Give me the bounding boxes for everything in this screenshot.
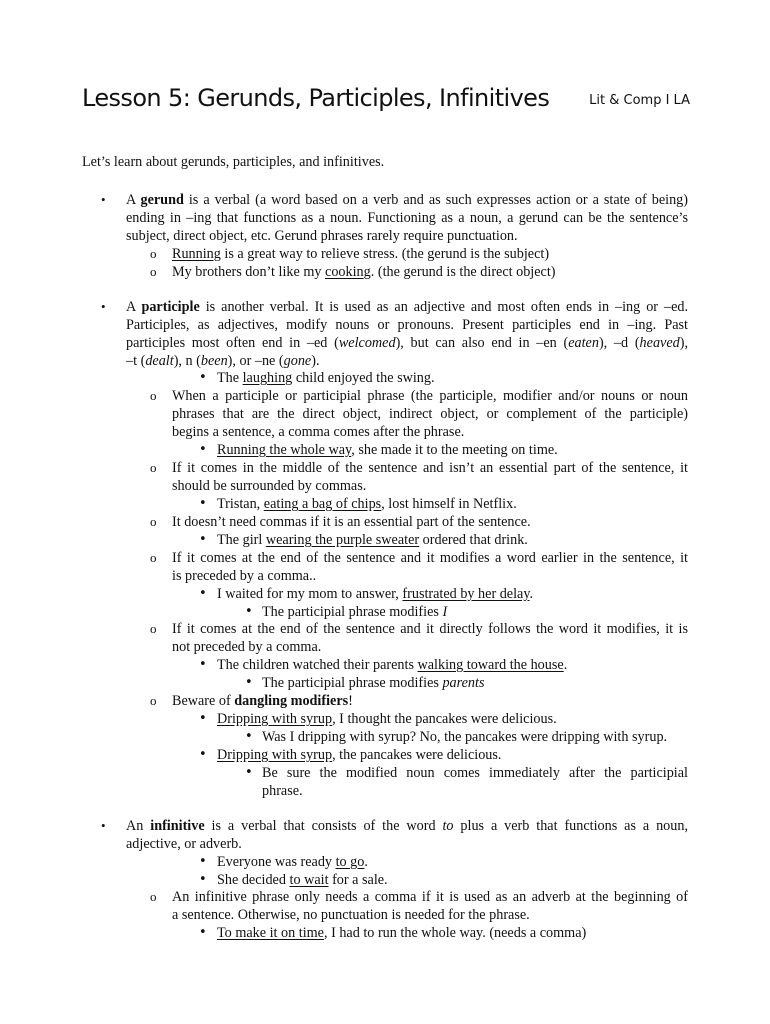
italic-word: been — [200, 353, 228, 369]
text: not preceded by a comma. — [172, 639, 322, 655]
text: A — [126, 299, 142, 315]
underlined-gerund: cooking — [325, 264, 371, 280]
dangling-example-2-note — [262, 764, 688, 800]
text: If it comes at the end of the sentence and it modifies a word earlier in the sentence, it — [172, 550, 688, 566]
text: adjective, or adverb. — [126, 836, 242, 852]
underlined-infinitive: to wait — [289, 872, 329, 888]
italic-word: eaten — [568, 335, 599, 351]
text: Be sure the modified noun comes immediately after the participial — [262, 765, 688, 781]
text: She decided — [217, 872, 290, 888]
bullet-marker: • — [199, 854, 207, 869]
text: is another verbal. It is used as an adjective and most often ends in –ing or –ed. — [199, 299, 689, 315]
underlined-phrase: To make it on time — [217, 925, 324, 941]
bullet-marker: • — [245, 675, 253, 690]
dangling-example-1-note: Was I dripping with syrup? No, the pancakes were dripping with syrup. — [262, 729, 668, 745]
course-label: Lit & Comp I LA — [589, 93, 690, 108]
text: I waited for my mom to answer, — [217, 586, 403, 602]
bullet-marker: • — [199, 586, 207, 601]
document-header — [82, 84, 690, 124]
text: plus a verb that functions as a noun, — [453, 818, 688, 834]
text: for a sale. — [328, 872, 388, 888]
text: An infinitive phrase only needs a comma if it is used as an adverb at the beginning of — [172, 889, 688, 905]
participle-rule-2-example — [217, 495, 517, 513]
participle-rule-5-example — [217, 656, 567, 674]
text: , lost himself in Netflix. — [381, 496, 517, 512]
participle-rule-5 — [172, 620, 688, 656]
text: ending in –ing that functions as a noun. Functioning as a noun, a gerund can be the sentence’s — [126, 210, 688, 226]
text: The girl — [217, 532, 266, 548]
text: Everyone was ready — [217, 854, 336, 870]
infinitive-rule-1-example — [217, 924, 586, 942]
italic-word: I — [442, 604, 448, 620]
gerund-example-2 — [172, 263, 556, 281]
bullet-marker: • — [245, 604, 253, 619]
underlined-participle: laughing — [242, 370, 293, 386]
page-title: Lesson 5: Gerunds, Participles, Infinitives — [82, 84, 550, 112]
participle-rule-1-example — [217, 441, 558, 459]
underlined-infinitive: to go — [335, 854, 365, 870]
underlined-phrase: Running the whole way — [217, 442, 352, 458]
text: ), –d ( — [598, 335, 640, 351]
italic-word: welcomed — [338, 335, 396, 351]
text: . — [529, 586, 534, 602]
text: ), but can also end in –en ( — [395, 335, 569, 351]
underlined-gerund: Running — [172, 246, 221, 262]
circle-marker: o — [150, 693, 157, 708]
infinitive-example-2 — [217, 871, 388, 889]
participle-rule-4-note — [262, 603, 447, 621]
infinitive-rule-1 — [172, 888, 688, 924]
term-infinitive: infinitive — [150, 818, 205, 834]
term-gerund: gerund — [140, 192, 184, 208]
text: The participial phrase modifies — [262, 604, 443, 620]
text: An — [126, 818, 151, 834]
text: My brothers don’t like my — [172, 264, 326, 280]
text: a sentence. Otherwise, no punctuation is needed for the phrase. — [172, 907, 530, 923]
bullet-marker: • — [199, 747, 207, 762]
underlined-phrase: Dripping with syrup — [217, 747, 333, 763]
text: subject, direct object, etc. Gerund phrases rarely require punctuation. — [126, 228, 518, 244]
infinitive-definition — [126, 817, 688, 853]
circle-marker: o — [150, 514, 157, 529]
text: ), or –ne ( — [227, 353, 284, 369]
italic-word: to — [442, 818, 454, 834]
participle-rule-2 — [172, 459, 688, 495]
participle-rule-4-example — [217, 585, 533, 603]
text: is a verbal (a word based on a verb and as such expresses action or a state of being) — [183, 192, 688, 208]
text: If it comes in the middle of the sentence and isn’t an essential part of the sentence, it — [172, 460, 688, 476]
circle-marker: o — [150, 264, 157, 279]
text: phrases that are the direct object, indirect object, or complement of the participle) — [172, 406, 688, 422]
text: Beware of — [172, 693, 235, 709]
text: , the pancakes were delicious. — [332, 747, 502, 763]
participle-rule-6 — [172, 692, 353, 710]
text: –t ( — [126, 353, 146, 369]
text: . (the gerund is the direct object) — [370, 264, 556, 280]
gerund-example-1 — [172, 245, 549, 263]
gerund-definition — [126, 191, 688, 245]
italic-word: heaved — [639, 335, 680, 351]
participle-rule-4 — [172, 549, 688, 585]
circle-marker: o — [150, 388, 157, 403]
underlined-phrase: eating a bag of chips — [263, 496, 382, 512]
text: Participles, as adjectives, modify nouns or pronouns. Present participles end in –ing. Past — [126, 317, 688, 333]
text: A — [126, 192, 141, 208]
text: begins a sentence, a comma comes after the phrase. — [172, 424, 465, 440]
underlined-phrase: walking toward the house — [417, 657, 564, 673]
bullet-marker: • — [199, 370, 207, 385]
term-dangling-modifiers: dangling modifiers — [234, 693, 349, 709]
underlined-phrase: Dripping with syrup — [217, 711, 333, 727]
text: is preceded by a comma.. — [172, 568, 317, 584]
bullet-marker: • — [245, 765, 253, 780]
intro-text: Let’s learn about gerunds, participles, and infinitives. — [82, 154, 385, 170]
text: When a participle or participial phrase (the participle, modifier and/or nouns or noun — [172, 388, 688, 404]
dangling-example-2 — [217, 746, 501, 764]
underlined-phrase: frustrated by her delay — [402, 586, 530, 602]
text: is a verbal that consists of the word — [204, 818, 443, 834]
infinitive-example-1 — [217, 853, 368, 871]
circle-marker: o — [150, 460, 157, 475]
circle-marker: o — [150, 246, 157, 261]
text: . — [563, 657, 568, 673]
text: should be surrounded by commas. — [172, 478, 367, 494]
bullet-marker: • — [199, 532, 207, 547]
participle-rule-1 — [172, 387, 688, 441]
bullet-marker: • — [199, 442, 207, 457]
text: The participial phrase modifies — [262, 675, 443, 691]
text: is a great way to relieve stress. (the gerund is the subject) — [220, 246, 550, 262]
circle-marker: o — [150, 621, 157, 636]
participle-definition — [126, 298, 688, 370]
text: The children watched their parents — [217, 657, 418, 673]
circle-marker: o — [150, 550, 157, 565]
bullet-marker: • — [101, 818, 106, 833]
participle-example — [217, 369, 435, 387]
bullet-marker: • — [199, 657, 207, 672]
bullet-marker: • — [199, 925, 207, 940]
text: child enjoyed the swing. — [292, 370, 435, 386]
participle-rule-3: It doesn’t need commas if it is an essential part of the sentence. — [172, 514, 531, 530]
bullet-marker: • — [101, 299, 106, 314]
text: ), — [679, 335, 689, 351]
text: Tristan, — [217, 496, 264, 512]
circle-marker: o — [150, 889, 157, 904]
text: phrase. — [262, 783, 303, 799]
text: , I thought the pancakes were delicious. — [332, 711, 557, 727]
text: participles most often end in –ed ( — [126, 335, 339, 351]
text: ). — [311, 353, 320, 369]
text: . — [364, 854, 368, 870]
text: , she made it to the meeting on time. — [351, 442, 558, 458]
bullet-marker: • — [101, 192, 106, 207]
text: If it comes at the end of the sentence and it directly follows the word it modifies, it is — [172, 621, 688, 637]
italic-word: dealt — [145, 353, 174, 369]
bullet-marker: • — [199, 496, 207, 511]
bullet-marker: • — [199, 872, 207, 887]
term-participle: participle — [141, 299, 200, 315]
italic-word: parents — [442, 675, 485, 691]
underlined-phrase: wearing the purple sweater — [265, 532, 420, 548]
text: ), n ( — [173, 353, 201, 369]
participle-rule-5-note — [262, 674, 484, 692]
dangling-example-1 — [217, 710, 557, 728]
text: The — [217, 370, 243, 386]
bullet-marker: • — [245, 729, 253, 744]
text: , I had to run the whole way. (needs a comma) — [323, 925, 587, 941]
bullet-marker: • — [199, 711, 207, 726]
participle-rule-3-example — [217, 531, 528, 549]
italic-word: gone — [283, 353, 312, 369]
text: ! — [348, 693, 353, 709]
text: ordered that drink. — [419, 532, 528, 548]
